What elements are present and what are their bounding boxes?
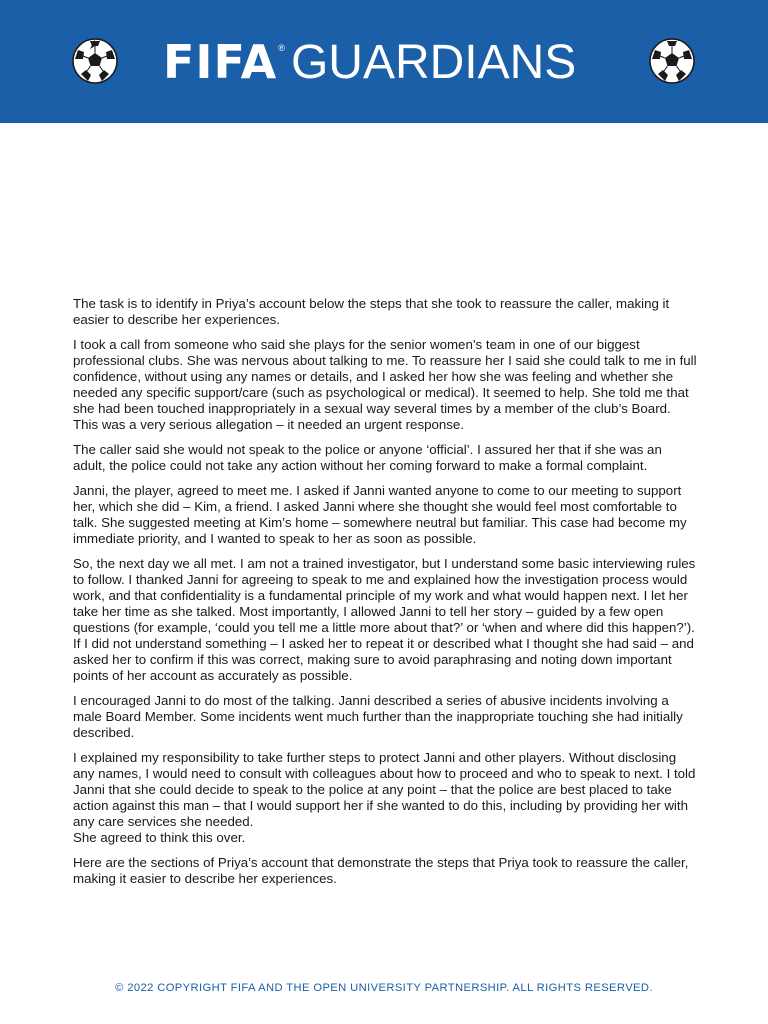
intro-paragraph: The task is to identify in Priya’s account below the steps that she took to reassure the caller, making it easier to describe her experiences. (73, 296, 670, 327)
closing-paragraph: Here are the sections of Priya’s account that demonstrate the steps that Priya took to reassure the caller, making it easier to describe her experiences. (73, 855, 689, 886)
copyright-footer: © 2022 COPYRIGHT FIFA AND THE OPEN UNIVERSITY PARTNERSHIP. ALL RIGHTS RESERVED. (115, 982, 653, 994)
account-paragraph-responsibility: I explained my responsibility to take further steps to protect Janni and other players. Without disclosing any names, I would need to consult with colleagues about how to proceed and who to speak to next. I told Janni that she could decide to speak to the police at any point – that the police are best placed to take action against this man – that I would support her if she wanted to do this, including by providing her with any care services she needed. (73, 750, 696, 829)
account-paragraph-police: The caller said she would not speak to the police or anyone ‘official’. I assured her that if she was an adult, the police could not take any action without her coming forward to make a formal complaint. (73, 442, 662, 473)
account-paragraph-meeting: Janni, the player, agreed to meet me. I asked if Janni wanted anyone to come to our meeting to support her, which she did – Kim, a friend. I asked Janni where she thought she would feel most comfortable to talk. She suggested meeting at Kim’s home – somewhere neutral but familiar. This case had become my immediate priority, and I wanted to speak to her as soon as possible. (73, 483, 687, 546)
account-paragraph-interview: So, the next day we all met. I am not a trained investigator, but I understand some basic interviewing rules to follow. I thanked Janni for agreeing to speak to me and explained how the investigation process would work, and that confidentiality is a fundamental principle of my work and what would happen next. I let her take her time as she talked. Most importantly, I allowed Janni to tell her story – guided by a few open questions (for example, ‘could you tell me a little more about that?’ or ‘when and where did this happen?’). If I did not understand something – I asked her to repeat it or described what I thought she had said – and asked her to confirm if this was correct, making sure to avoid paraphrasing and noting down important points of her account as accurately as possible. (73, 556, 696, 683)
soccer-ball-icon (648, 37, 696, 85)
brand-logo (163, 34, 608, 90)
brand-guardians: GUARDIANS (290, 36, 577, 89)
account-paragraph-incidents: I encouraged Janni to do most of the talking. Janni described a series of abusive incidents involving a male Board Member. Some incidents went much further than the inappropriate touching she had initially described. (73, 693, 683, 740)
account-paragraph-call: I took a call from someone who said she plays for the senior women’s team in one of our biggest professional clubs. She was nervous about talking to me. To reassure her I said she could talk to me in full confidence, without using any names or details, and I asked her how she was feeling and whether she needed any specific support/care (such as psychological or medical). It seemed to help. She told me that she had been touched inappropriately in a sexual way several times by a member of the club’s Board. This was a very serious allegation – it needed an urgent response. (73, 337, 697, 432)
registered-mark: ® (278, 43, 285, 53)
account-paragraph-agreement: She agreed to think this over. (73, 830, 246, 845)
brand-fifa: FIFA (163, 35, 278, 89)
document-body (73, 296, 698, 896)
header-banner (0, 0, 768, 123)
soccer-ball-icon (71, 37, 119, 85)
